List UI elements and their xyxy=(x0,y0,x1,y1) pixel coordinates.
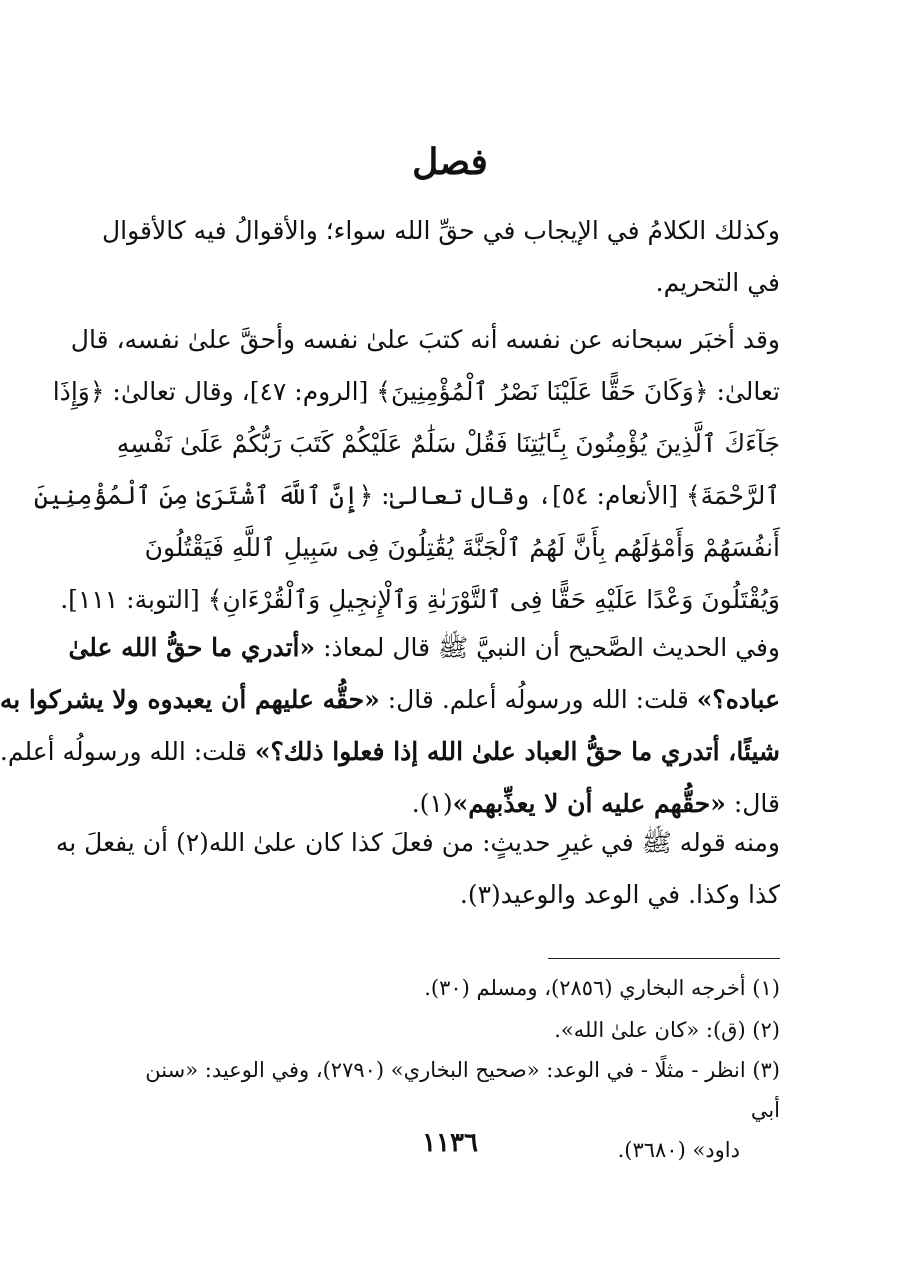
paragraph-2-line-2: تعالىٰ: ﴿وَكَانَ حَقًّا عَلَيْنَا نَصْرُ ٱلْمُؤْمِنِينَ﴾ [الروم: ٤٧]، وقال تعالىٰ: ﴿وَإِذَا xyxy=(52,377,780,406)
paragraph-4-line-1: ومنه قوله ﷺ في غيرِ حديثٍ: من فعلَ كذا كان علىٰ الله(٢) أن يفعلَ به xyxy=(55,828,780,857)
paragraph-2-line-6: وَيُقْتَلُونَ وَعْدًا عَلَيْهِ حَقًّا فِى ٱلتَّوْرَىٰةِ وَٱلْإِنجِيلِ وَٱلْقُرْءَانِ﴾ [التوبة: ١١١]. xyxy=(60,585,780,614)
hadith-intro: وفي الحديث الصَّحيح أن النبيَّ ﷺ قال لمعاذ: xyxy=(315,633,780,662)
hadith-quote: عباده؟» xyxy=(696,685,780,714)
section-title: فصل xyxy=(412,141,488,183)
hadith-quote: «أتدري ما حقُّ الله علىٰ xyxy=(68,633,316,662)
paragraph-3-line-3 xyxy=(0,726,780,778)
hadith-reply: قلت: الله ورسولُه أعلم. xyxy=(0,737,255,766)
paragraph-4-line-2: كذا وكذا. في الوعد والوعيد(٣). xyxy=(459,880,780,909)
paragraph-2 xyxy=(33,314,780,626)
hadith-quote: «حقُّهم عليه أن لا يعذِّبهم» xyxy=(452,789,726,818)
hadith-reply: قلت: الله ورسولُه أعلم. قال: xyxy=(379,685,697,714)
footnote-divider xyxy=(548,958,780,959)
footnote-3-line-2: داود» (٣٦٨٠). xyxy=(617,1138,740,1162)
paragraph-1-line-1: وكذلك الكلامُ في الإيجاب في حقِّ الله سواء؛ والأقوالُ فيه كالأقوال xyxy=(101,216,780,245)
paragraph-2-line-5: أَنفُسَهُمْ وَأَمْوَٰلَهُم بِأَنَّ لَهُمُ ٱلْجَنَّةَ يُقَٰتِلُونَ فِى سَبِيلِ ٱللَّهِ فَيَقْتُلُونَ xyxy=(144,533,780,562)
paragraph-3 xyxy=(0,622,780,830)
footnote-2: (٢) (ق): «كان علىٰ الله». xyxy=(554,1018,780,1042)
hadith-quote: شيئًا، أتدري ما حقُّ العباد علىٰ الله إذا فعلوا ذلك؟» xyxy=(254,737,780,766)
footnote-3-line-1: (٣) انظر - مثلًا - في الوعد: «صحيح البخاري» (٢٧٩٠)، وفي الوعيد: «سنن أبي xyxy=(145,1058,780,1122)
paragraph-3-line-1 xyxy=(68,622,780,674)
paragraph-2-line-3: جَآءَكَ ٱلَّذِينَ يُؤْمِنُونَ بِـَٔايَٰتِنَا فَقُلْ سَلَٰمٌ عَلَيْكُمْ كَتَبَ رَبُّكُمْ عَلَىٰ نَفْسِهِ xyxy=(116,429,780,458)
hadith-said: قال: xyxy=(725,789,780,818)
footnote-ref: (١). xyxy=(411,789,453,818)
paragraph-2-line-1: وقد أخبَر سبحانه عن نفسه أنه كتبَ علىٰ نفسه وأحقَّ علىٰ نفسه، قال xyxy=(70,325,780,354)
page-number: ١١٣٦ xyxy=(422,1128,478,1158)
footnote-1: (١) أخرجه البخاري (٢٨٥٦)، ومسلم (٣٠). xyxy=(424,976,780,1000)
paragraph-4 xyxy=(55,817,780,921)
paragraph-1 xyxy=(101,205,780,309)
paragraph-3-line-2 xyxy=(0,674,780,726)
hadith-quote: «حقُّه عليهم أن يعبدوه ولا يشركوا به xyxy=(0,685,380,714)
paragraph-1-line-2: في التحريم. xyxy=(655,268,780,297)
paragraph-2-line-4: ٱلرَّحْمَةَ﴾ [الأنعام: ٥٤]، وقال تعالىٰ: ﴿إِنَّ ٱللَّهَ ٱشْتَرَىٰ مِنَ ٱلْمُؤْمِنِينَ xyxy=(33,481,780,510)
